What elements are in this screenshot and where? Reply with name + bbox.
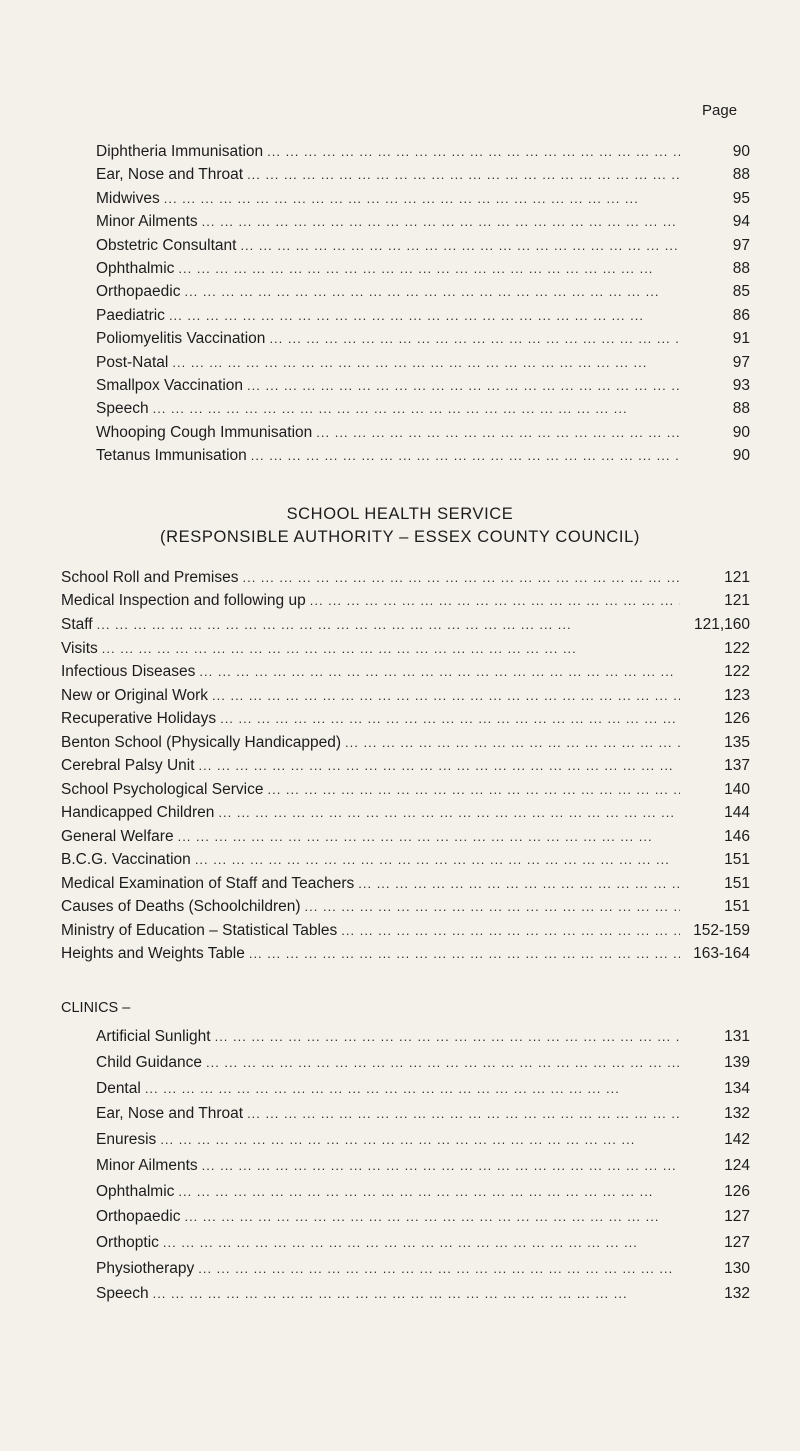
index-entry: Handicapped Children ... . 144 — [61, 802, 750, 824]
index-entry: Poliomyelitis Vaccination ... . 91 — [96, 328, 750, 350]
leader-dots — [202, 1155, 680, 1177]
leader-dots — [97, 614, 680, 636]
page-column-header: Page — [702, 102, 738, 119]
section-heading: SCHOOL HEALTH SERVICE — [286, 505, 514, 523]
leader-dots — [251, 445, 680, 467]
leader-dots — [305, 896, 680, 918]
leader-dots — [184, 1206, 680, 1228]
index-entry: Ear, Nose and Throat ... . 88 — [96, 164, 750, 186]
index-entry: Benton School (Physically Handicapped) ... . 135 — [61, 732, 750, 754]
index-entry: Minor Ailments ... . 124 — [96, 1155, 750, 1177]
leader-dots — [178, 1181, 680, 1203]
index-entry: New or Original Work ... . 123 — [61, 685, 750, 707]
index-entry: School Psychological Service ... . 140 — [61, 779, 750, 801]
leader-dots — [316, 422, 680, 444]
index-entry: Obstetric Consultant ... . 97 — [96, 235, 750, 257]
index-entry: General Welfare ... . 146 — [61, 826, 750, 848]
leader-dots — [199, 755, 680, 777]
leader-dots — [202, 211, 680, 233]
index-entry: Physiotherapy ... . 130 — [96, 1258, 750, 1280]
leader-dots — [160, 1129, 680, 1151]
leader-dots — [206, 1052, 680, 1074]
index-entry: School Roll and Premises ... . 121 — [61, 567, 750, 589]
leader-dots — [242, 567, 680, 589]
leader-dots — [195, 849, 680, 871]
index-entry: Orthoptic ... . 127 — [96, 1232, 750, 1254]
leader-dots — [169, 305, 680, 327]
leader-dots — [267, 779, 680, 801]
leader-dots — [178, 826, 680, 848]
index-entry: Cerebral Palsy Unit ... . 137 — [61, 755, 750, 777]
leader-dots — [247, 375, 680, 397]
index-entry: Smallpox Vaccination ... . 93 — [96, 375, 750, 397]
clinics-heading: CLINICS – — [61, 1000, 131, 1016]
index-entry: Whooping Cough Immunisation ... . 90 — [96, 422, 750, 444]
leader-dots — [198, 1258, 680, 1280]
index-entry: Medical Inspection and following up ... . 121 — [61, 590, 750, 612]
index-entry: Medical Examination of Staff and Teachers ... . 151 — [61, 873, 750, 895]
leader-dots — [345, 732, 680, 754]
leader-dots — [212, 685, 680, 707]
leader-dots — [341, 920, 680, 942]
index-entry: Dental ... . 134 — [96, 1078, 750, 1100]
index-entry: Ophthalmic ... . 88 — [96, 258, 750, 280]
index-entry: Heights and Weights Table ... . 163-164 — [61, 943, 750, 965]
index-entry: Visits ... . 122 — [61, 638, 750, 660]
leader-dots — [184, 281, 680, 303]
leader-dots — [153, 1283, 680, 1305]
leader-dots — [247, 164, 680, 186]
leader-dots — [358, 873, 680, 895]
leader-dots — [215, 1026, 680, 1048]
index-entry: B.C.G. Vaccination ... . 151 — [61, 849, 750, 871]
leader-dots — [178, 258, 680, 280]
index-entry: Midwives ... . 95 — [96, 188, 750, 210]
leader-dots — [310, 590, 680, 612]
index-entry: Speech ... . 88 — [96, 398, 750, 420]
index-entry: Speech ... . 132 — [96, 1283, 750, 1305]
index-entry: Ophthalmic ... . 126 — [96, 1181, 750, 1203]
index-entry: Ear, Nose and Throat ... . 132 — [96, 1103, 750, 1125]
index-entry: Staff ... . 121,160 — [61, 614, 750, 636]
leader-dots — [240, 235, 680, 257]
index-entry: Paediatric ... . 86 — [96, 305, 750, 327]
leader-dots — [145, 1078, 680, 1100]
leader-dots — [249, 943, 680, 965]
index-entry: Enuresis ... . 142 — [96, 1129, 750, 1151]
index-entry: Diphtheria Immunisation ... . 90 — [96, 141, 750, 163]
index-entry: Causes of Deaths (Schoolchildren) ... . 151 — [61, 896, 750, 918]
index-entry: Post-Natal ... . 97 — [96, 352, 750, 374]
leader-dots — [218, 802, 680, 824]
leader-dots — [153, 398, 680, 420]
index-entry: Orthopaedic ... . 85 — [96, 281, 750, 303]
index-entry: Artificial Sunlight ... . 131 — [96, 1026, 750, 1048]
leader-dots — [269, 328, 680, 350]
index-entry: Infectious Diseases ... . 122 — [61, 661, 750, 683]
leader-dots — [102, 638, 680, 660]
section-subheading: (RESPONSIBLE AUTHORITY – ESSEX COUNTY COUNCIL) — [160, 528, 640, 546]
index-entry: Orthopaedic ... . 127 — [96, 1206, 750, 1228]
index-entry: Ministry of Education – Statistical Tables ... . 152-159 — [61, 920, 750, 942]
index-entry: Recuperative Holidays ... . 126 — [61, 708, 750, 730]
index-entry: Child Guidance ... . 139 — [96, 1052, 750, 1074]
leader-dots — [247, 1103, 680, 1125]
leader-dots — [267, 141, 680, 163]
leader-dots — [220, 708, 680, 730]
leader-dots — [172, 352, 680, 374]
index-entry: Tetanus Immunisation ... . 90 — [96, 445, 750, 467]
leader-dots — [199, 661, 680, 683]
leader-dots — [163, 1232, 680, 1254]
leader-dots — [164, 188, 680, 210]
index-entry: Minor Ailments ... . 94 — [96, 211, 750, 233]
